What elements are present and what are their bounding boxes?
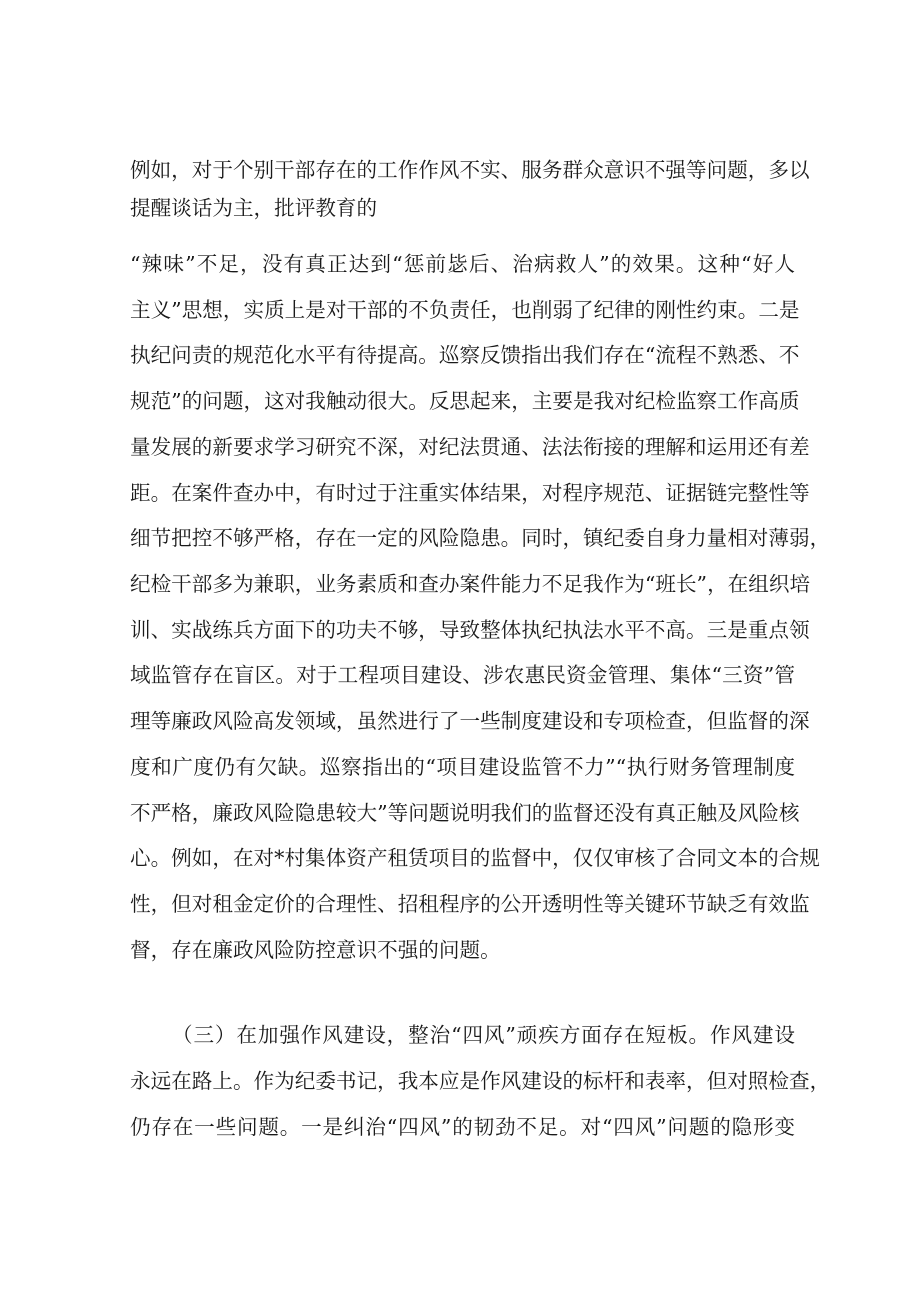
body-text-line: 性，但对租金定价的合理性、招租程序的公开透明性等关键环节缺乏有效监 <box>130 892 810 916</box>
body-text-line: 执纪问责的规范化水平有待提高。巡察反馈指出我们存在“流程不熟悉、不 <box>130 343 800 367</box>
body-text-line: 心。例如，在对*村集体资产租赁项目的监督中，仅仅审核了合同文本的合规 <box>130 846 820 870</box>
body-text-line: 规范”的问题，这对我触动很大。反思起来，主要是我对纪检监察工作高质 <box>130 389 800 413</box>
body-text-line: 理等廉政风险高发领域，虽然进行了一些制度建设和专项检查，但监督的深 <box>130 709 810 733</box>
body-text-line: 距。在案件查办中，有时过于注重实体结果，对程序规范、证据链完整性等 <box>130 481 810 505</box>
body-text-line: 训、实战练兵方面下的功夫不够，导致整体执纪执法水平不高。三是重点领 <box>130 618 810 642</box>
body-text-line: 不严格，廉政风险隐患较大”等问题说明我们的监督还没有真正触及风险核 <box>130 801 800 825</box>
section-heading-line: （三）在加强作风建设，整治“四风”顽疾方面存在短板。作风建设 <box>172 1023 795 1047</box>
body-text-line: 域监管存在盲区。对于工程项目建设、涉农惠民资金管理、集体“三资”管 <box>130 663 795 687</box>
body-text-line: 度和广度仍有欠缺。巡察指出的“项目建设监管不力”“执行财务管理制度 <box>130 755 795 779</box>
body-text-line: 督，存在廉政风险防控意识不强的问题。 <box>130 938 501 962</box>
body-text-line: 提醒谈话为主，批评教育的 <box>130 196 378 220</box>
body-text-line: 主义”思想，实质上是对干部的不负责任，也削弱了纪律的刚性约束。二是 <box>130 298 800 322</box>
body-text-line: 例如，对于个别干部存在的工作作风不实、服务群众意识不强等问题，多以 <box>130 158 810 182</box>
body-text-line: 量发展的新要求学习研究不深，对纪法贯通、法法衔接的理解和运用还有差 <box>130 435 810 459</box>
body-text-line: 细节把控不够严格，存在一定的风险隐患。同时，镇纪委自身力量相对薄弱， <box>130 526 831 550</box>
body-text-line: “辣味”不足，没有真正达到“惩前毖后、治病救人”的效果。这种“好人 <box>130 252 795 276</box>
body-text-line: 纪检干部多为兼职，业务素质和查办案件能力不足我作为“班长”，在组织培 <box>130 572 811 596</box>
body-text-line: 永远在路上。作为纪委书记，我本应是作风建设的标杆和表率，但对照检查， <box>130 1069 831 1093</box>
body-text-line: 仍存在一些问题。一是纠治“四风”的韧劲不足。对“四风”问题的隐形变 <box>130 1115 795 1139</box>
